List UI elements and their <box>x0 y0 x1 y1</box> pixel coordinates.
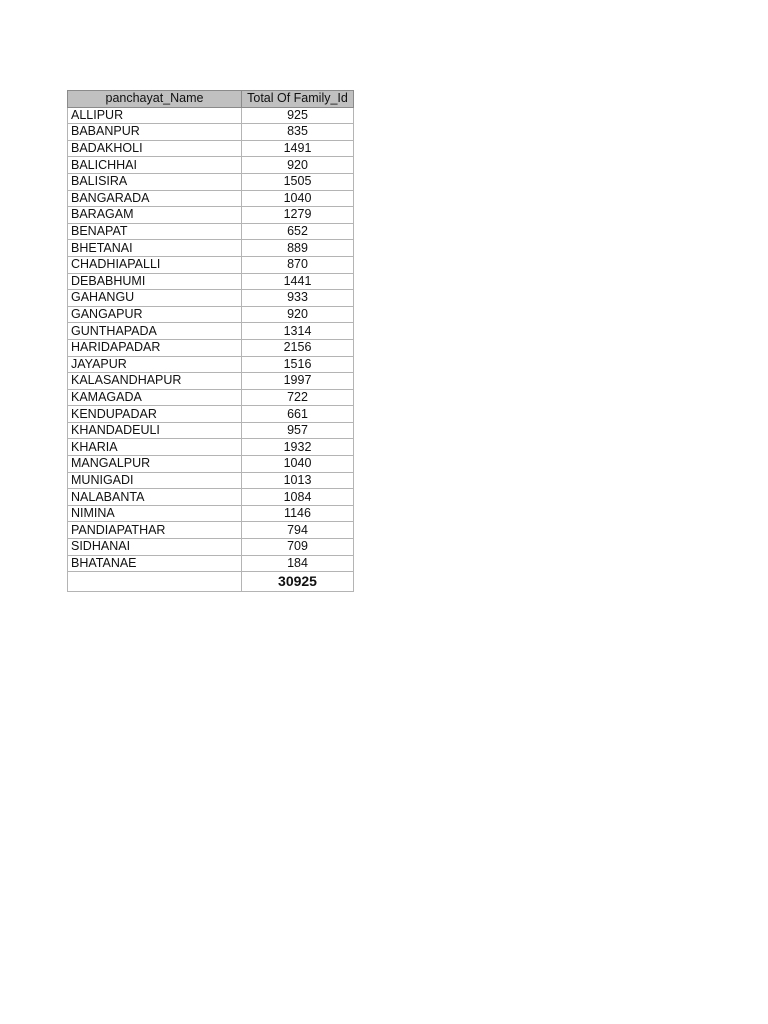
table-row <box>68 240 354 257</box>
family-count-cell: 1314 <box>242 323 354 340</box>
panchayat-name-cell: HARIDAPADAR <box>68 339 242 356</box>
family-count-cell: 1516 <box>242 356 354 373</box>
table-row <box>68 339 354 356</box>
family-count-cell: 652 <box>242 223 354 240</box>
table-row <box>68 273 354 290</box>
family-count-cell: 1084 <box>242 489 354 506</box>
panchayat-name-cell: BADAKHOLI <box>68 140 242 157</box>
family-count-cell: 1441 <box>242 273 354 290</box>
panchayat-name-cell: KHANDADEULI <box>68 422 242 439</box>
table-row <box>68 356 354 373</box>
family-count-cell: 709 <box>242 539 354 556</box>
table-row <box>68 439 354 456</box>
family-count-cell: 1997 <box>242 373 354 390</box>
panchayat-name-cell: NALABANTA <box>68 489 242 506</box>
panchayat-name-cell: BHATANAE <box>68 555 242 572</box>
table-row <box>68 290 354 307</box>
panchayat-name-cell: KHARIA <box>68 439 242 456</box>
table-row <box>68 505 354 522</box>
family-count-cell: 925 <box>242 107 354 124</box>
table-row <box>68 256 354 273</box>
family-count-cell: 870 <box>242 256 354 273</box>
family-count-cell: 933 <box>242 290 354 307</box>
total-value-cell: 30925 <box>242 572 354 592</box>
panchayat-name-cell: MANGALPUR <box>68 456 242 473</box>
family-count-cell: 722 <box>242 389 354 406</box>
panchayat-name-cell: BARAGAM <box>68 207 242 224</box>
family-count-cell: 2156 <box>242 339 354 356</box>
family-count-cell: 920 <box>242 306 354 323</box>
table-row <box>68 124 354 141</box>
header-total-family-id: Total Of Family_Id <box>242 91 354 108</box>
panchayat-name-cell: MUNIGADI <box>68 472 242 489</box>
family-count-cell: 1279 <box>242 207 354 224</box>
header-panchayat-name: panchayat_Name <box>68 91 242 108</box>
table-row <box>68 555 354 572</box>
panchayat-name-cell: SIDHANAI <box>68 539 242 556</box>
total-row <box>68 572 354 592</box>
panchayat-name-cell: CHADHIAPALLI <box>68 256 242 273</box>
family-count-cell: 1040 <box>242 190 354 207</box>
family-count-cell: 1491 <box>242 140 354 157</box>
panchayat-name-cell: PANDIAPATHAR <box>68 522 242 539</box>
panchayat-name-cell: BALISIRA <box>68 173 242 190</box>
total-label-cell <box>68 572 242 592</box>
family-count-cell: 889 <box>242 240 354 257</box>
panchayat-name-cell: BANGARADA <box>68 190 242 207</box>
table-row <box>68 223 354 240</box>
panchayat-name-cell: KAMAGADA <box>68 389 242 406</box>
family-count-cell: 1932 <box>242 439 354 456</box>
family-count-cell: 794 <box>242 522 354 539</box>
table-row <box>68 472 354 489</box>
panchayat-name-cell: NIMINA <box>68 505 242 522</box>
table-row <box>68 422 354 439</box>
table-row <box>68 190 354 207</box>
family-count-cell: 957 <box>242 422 354 439</box>
panchayat-family-table <box>67 90 354 592</box>
table-row <box>68 456 354 473</box>
table-row <box>68 207 354 224</box>
panchayat-name-cell: GUNTHAPADA <box>68 323 242 340</box>
family-count-cell: 1505 <box>242 173 354 190</box>
table-row <box>68 539 354 556</box>
panchayat-name-cell: BABANPUR <box>68 124 242 141</box>
panchayat-name-cell: KALASANDHAPUR <box>68 373 242 390</box>
panchayat-name-cell: GAHANGU <box>68 290 242 307</box>
table-row <box>68 306 354 323</box>
family-count-cell: 1040 <box>242 456 354 473</box>
panchayat-name-cell: BALICHHAI <box>68 157 242 174</box>
table-row <box>68 522 354 539</box>
table-row <box>68 323 354 340</box>
table-row <box>68 406 354 423</box>
panchayat-name-cell: ALLIPUR <box>68 107 242 124</box>
family-count-cell: 920 <box>242 157 354 174</box>
panchayat-name-cell: BENAPAT <box>68 223 242 240</box>
family-count-cell: 661 <box>242 406 354 423</box>
panchayat-name-cell: DEBABHUMI <box>68 273 242 290</box>
family-count-cell: 184 <box>242 555 354 572</box>
table-row <box>68 140 354 157</box>
table-row <box>68 173 354 190</box>
family-count-cell: 835 <box>242 124 354 141</box>
table-row <box>68 107 354 124</box>
table-row <box>68 389 354 406</box>
table-row <box>68 157 354 174</box>
panchayat-name-cell: KENDUPADAR <box>68 406 242 423</box>
family-count-cell: 1013 <box>242 472 354 489</box>
table-row <box>68 373 354 390</box>
header-row <box>68 91 354 108</box>
family-count-cell: 1146 <box>242 505 354 522</box>
panchayat-name-cell: JAYAPUR <box>68 356 242 373</box>
table-row <box>68 489 354 506</box>
panchayat-name-cell: GANGAPUR <box>68 306 242 323</box>
panchayat-name-cell: BHETANAI <box>68 240 242 257</box>
